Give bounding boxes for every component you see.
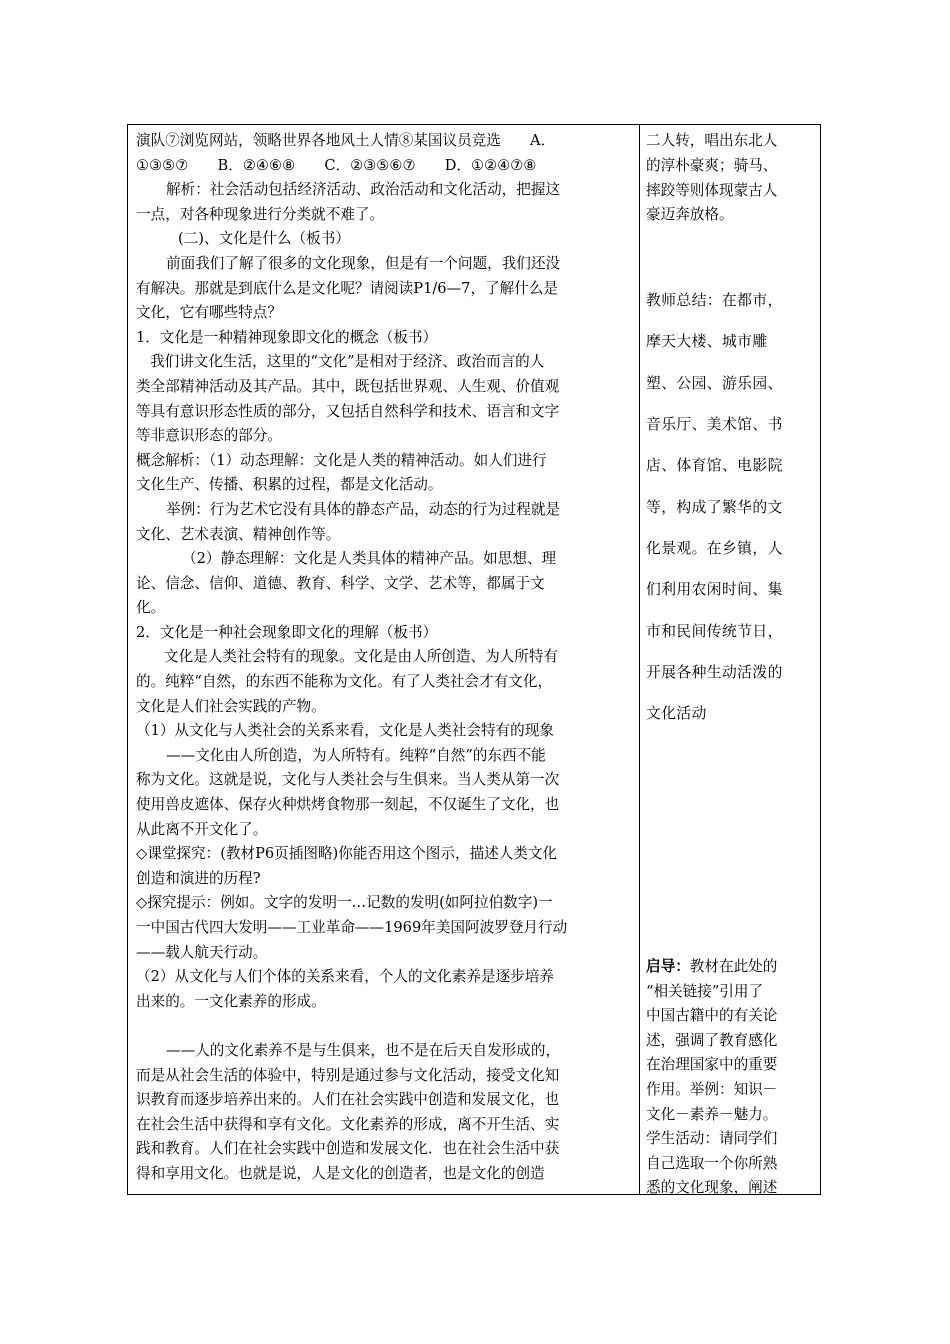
notes-block-teacher-summary (646, 280, 814, 734)
text-line: ——文化由人所创造，为人所特有。纯粹“自然”的东西不能 (166, 746, 546, 764)
note-line: 摩天大楼、城市雕 (646, 333, 768, 351)
text-line: 得和享用文化。也就是说，人是文化的创造者，也是文化的创造 (136, 1164, 545, 1182)
right-column-notes (646, 129, 814, 1197)
notes-block-intro (646, 129, 814, 228)
text-line: 而是从社会生活的体验中，特别是通过参与文化活动，接受文化知 (136, 1066, 560, 1084)
text-line: 前面我们了解了很多的文化现象，但是有一个问题，我们还没 (166, 254, 561, 272)
guidance-label: 启导： (646, 958, 690, 975)
text-line: 出来的。一文化素养的形成。 (136, 992, 326, 1010)
text-line: ①③⑤⑦ B．②④⑥⑧ C．②③⑤⑥⑦ D．①②④⑦⑧ (136, 156, 537, 174)
text-line: ——载人航天行动。 (136, 943, 268, 961)
text-line: （1）从文化与人类社会的关系来看，文化是人类社会特有的现象 (136, 722, 554, 740)
guidance-first-text: 教材在此处的 (689, 958, 778, 975)
note-line: 音乐厅、美术馆、书 (646, 416, 783, 434)
text-line: 等非意识形态的部分。 (136, 427, 282, 445)
text-line: 文化是人类社会特有的现象。文化是由人所创造、为人所特有 (164, 648, 559, 666)
notes-block-guidance (646, 955, 777, 1201)
text-line: 识教育而逐步培养出来的。人们在社会实践中创造和发展文化，也 (136, 1091, 560, 1109)
note-line: 店、体育馆、电影院 (646, 457, 783, 475)
note-line: 塑、公园、游乐园、 (646, 374, 783, 392)
text-line: 概念解析：（1）动态理解：文化是人类的精神活动。如人们进行 (136, 451, 547, 469)
text-line: 2．文化是一种社会现象即文化的理解（板书） (136, 623, 438, 641)
text-line: 创造和演进的历程? (136, 869, 261, 887)
text-line: 论、信念、信仰、道德、教育、科学、文学、艺术等，都属于文 (136, 574, 545, 592)
text-line: 在社会生活中获得和享有文化。文化素养的形成，离不开生活、实 (136, 1115, 560, 1133)
note-line: 摔跤等则体现蒙古人 (646, 181, 778, 199)
text-line: 有解决。那就是到底什么是文化呢？请阅读P1/6—7，了解什么是 (136, 279, 559, 297)
text-line: 使用兽皮遮体、保存火种烘烤食物那一刻起，不仅诞生了文化，也 (136, 796, 560, 814)
text-line: 解析：社会活动包括经济活动、政治活动和文化活动，把握这 (166, 181, 561, 199)
note-line: 豪迈奔放格。 (646, 206, 734, 224)
left-column-content (136, 129, 634, 1187)
guidance-first-line (646, 955, 777, 980)
note-line: 教师总结：在都市， (646, 292, 783, 310)
note-line: 悉的文化现象，阐述 (646, 1179, 778, 1197)
note-line: 开展各种生动活泼的 (646, 663, 783, 681)
text-line: 践和教育。人们在社会实践中创造和发展文化．也在社会生活中获 (136, 1140, 560, 1158)
text-line: 一点，对各种现象进行分类就不难了。 (136, 205, 385, 223)
column-divider (639, 125, 640, 1194)
text-line: 文化，它有哪些特点？ (136, 304, 282, 322)
text-line (136, 1014, 634, 1039)
note-line: 文化活动 (646, 705, 707, 723)
note-line: 化景观。在乡镇，人 (646, 539, 783, 557)
text-line: 称为文化。这就是说，文化与人类社会与生俱来。当人类从第一次 (136, 771, 560, 789)
note-line: 自己选取一个你所熟 (646, 1154, 778, 1172)
text-line: (二)、文化是什么（板书） (178, 230, 350, 248)
note-line: 们利用农闲时间、集 (646, 581, 783, 599)
note-line: 二人转，唱出东北人 (646, 132, 778, 149)
guidance-lines (646, 980, 777, 1201)
note-line: 在治理国家中的重要 (646, 1056, 778, 1074)
note-line: 的淳朴豪爽；骑马、 (646, 156, 778, 174)
text-line: 我们讲文化生活，这里的“文化”是相对于经济、政治而言的人 (150, 353, 545, 371)
lesson-table (127, 124, 821, 1195)
text-line: 类全部精神活动及其产品。其中，既包括世界观、人生观、价值观 (136, 377, 560, 395)
text-line: 从此离不开文化了。 (136, 820, 268, 838)
text-line: 的。纯粹“自然，的东西不能称为文化。有了人类社会才有文化， (136, 673, 553, 691)
text-line: 等具有意识形态性质的部分，又包括自然科学和技术、语言和文字 (136, 402, 560, 420)
text-line: 文化、艺术表演、精神创作等。 (136, 525, 341, 543)
note-line: 文化－素养－魅力。 (646, 1105, 778, 1123)
text-line: 文化是人们社会实践的产物。 (136, 697, 326, 715)
text-line: （2）从文化与人们个体的关系来看，个人的文化素养是逐步培养 (136, 968, 554, 986)
text-line: （2）静态理解：文化是人类具体的精神产品。如思想、理 (182, 550, 557, 568)
note-line: 作用。举例：知识－ (646, 1080, 778, 1098)
text-line: ◇探究提示：例如。文字的发明一…记数的发明(如阿拉伯数字)一 (136, 894, 553, 912)
note-line: 中国古籍中的有关论 (646, 1007, 778, 1025)
note-line: 学生活动：请同学们 (646, 1130, 778, 1148)
note-line: “相关链接”引用了 (646, 982, 764, 1000)
text-line: 一中国古代四大发明——工业革命——1969年美国阿波罗登月行动 (136, 919, 568, 936)
note-line: 市和民间传统节日， (646, 622, 783, 640)
text-line: ◇课堂探究：(教材P6页插图略)你能否用这个图示，描述人类文化 (136, 845, 558, 863)
text-line: 1．文化是一种精神现象即文化的概念（板书） (136, 328, 438, 346)
text-line: 文化生产、传播、积累的过程，都是文化活动。 (136, 476, 443, 494)
note-line: 述，强调了教育感化 (646, 1031, 778, 1049)
note-line: 等，构成了繁华的文 (646, 498, 783, 516)
text-line: 举例：行为艺术它没有具体的静态产品，动态的行为过程就是 (166, 500, 561, 518)
text-line: 演队⑦浏览网站，领略世界各地风土人情⑧某国议员竞选 A． (136, 132, 556, 149)
text-line: 化。 (136, 599, 166, 617)
text-line: ——人的文化素养不是与生俱来，也不是在后天自发形成的， (166, 1041, 561, 1059)
